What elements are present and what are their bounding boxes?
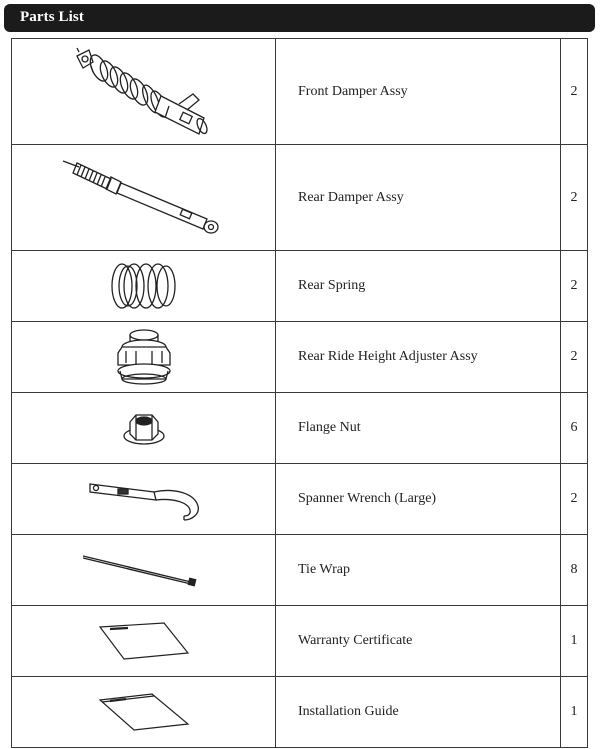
front-damper-icon [69, 44, 219, 140]
part-name: Front Damper Assy [276, 39, 561, 145]
table-row [12, 677, 588, 748]
flange-nut-icon [119, 406, 169, 450]
table-row [12, 606, 588, 677]
section-title: Parts List [20, 9, 84, 25]
parts-table [11, 38, 588, 748]
part-name: Tie Wrap [276, 535, 561, 606]
part-image-cell [12, 251, 276, 322]
part-name: Rear Spring [276, 251, 561, 322]
section-header [4, 4, 595, 32]
tie-wrap-icon [79, 550, 209, 590]
part-name: Spanner Wrench (Large) [276, 464, 561, 535]
part-image-cell [12, 606, 276, 677]
part-name: Warranty Certificate [276, 606, 561, 677]
warranty-card-icon [94, 619, 194, 663]
table-row [12, 145, 588, 251]
part-image-cell [12, 677, 276, 748]
table-row [12, 393, 588, 464]
part-name: Rear Ride Height Adjuster Assy [276, 322, 561, 393]
part-qty: 1 [561, 606, 588, 677]
table-row [12, 251, 588, 322]
part-qty: 2 [561, 251, 588, 322]
part-qty: 2 [561, 322, 588, 393]
table-row [12, 322, 588, 393]
part-qty: 2 [561, 39, 588, 145]
part-image-cell [12, 145, 276, 251]
part-image-cell [12, 39, 276, 145]
spanner-wrench-icon [84, 474, 204, 524]
part-image-cell [12, 535, 276, 606]
table-row [12, 464, 588, 535]
part-name: Flange Nut [276, 393, 561, 464]
part-qty: 6 [561, 393, 588, 464]
part-image-cell [12, 322, 276, 393]
ride-height-adjuster-icon [104, 325, 184, 389]
part-name: Installation Guide [276, 677, 561, 748]
table-row [12, 535, 588, 606]
guide-booklet-icon [94, 690, 194, 734]
part-qty: 8 [561, 535, 588, 606]
part-name: Rear Damper Assy [276, 145, 561, 251]
table-row [12, 39, 588, 145]
rear-spring-icon [104, 256, 184, 316]
part-image-cell [12, 464, 276, 535]
part-image-cell [12, 393, 276, 464]
rear-damper-icon [59, 153, 229, 243]
part-qty: 1 [561, 677, 588, 748]
part-qty: 2 [561, 464, 588, 535]
part-qty: 2 [561, 145, 588, 251]
